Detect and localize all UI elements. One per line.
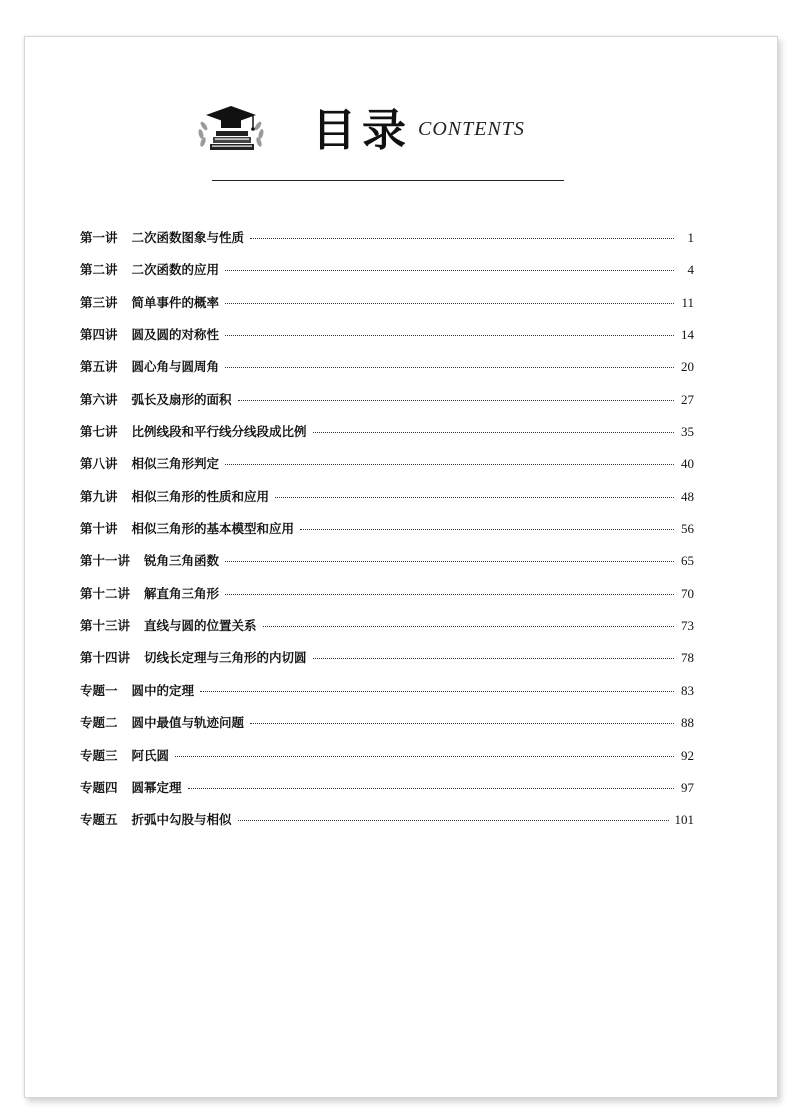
toc-entry[interactable] xyxy=(80,293,694,325)
toc-entry-label: 第十讲 xyxy=(80,521,118,537)
toc-entry-title: 锐角三角函数 xyxy=(144,553,220,569)
toc-entry-page-number: 56 xyxy=(681,521,694,537)
toc-entry[interactable] xyxy=(80,390,694,422)
toc-dot-leader xyxy=(188,788,674,789)
toc-entry-label: 专题二 xyxy=(80,715,118,731)
toc-entry[interactable] xyxy=(80,616,694,648)
toc-entry-label: 第五讲 xyxy=(80,359,118,375)
toc-entry[interactable] xyxy=(80,713,694,745)
toc-entry[interactable] xyxy=(80,422,694,454)
toc-entry[interactable] xyxy=(80,648,694,680)
toc-entry-label: 第六讲 xyxy=(80,391,118,407)
toc-entry-page-number: 101 xyxy=(674,812,694,828)
toc-entry-label: 专题三 xyxy=(80,747,118,763)
page-title: 目录 xyxy=(312,105,412,156)
toc-dot-leader xyxy=(225,367,674,368)
table-of-contents xyxy=(80,228,694,843)
toc-dot-leader xyxy=(300,529,674,530)
toc-entry[interactable] xyxy=(80,778,694,810)
toc-entry-page-number: 11 xyxy=(681,294,694,310)
toc-dot-leader xyxy=(225,270,674,271)
toc-entry-page-number: 20 xyxy=(681,359,694,375)
toc-dot-leader xyxy=(225,303,674,304)
toc-entry-page-number: 83 xyxy=(681,682,694,698)
toc-dot-leader xyxy=(225,561,674,562)
toc-dot-leader xyxy=(175,756,674,757)
toc-dot-leader xyxy=(313,432,674,433)
toc-entry[interactable] xyxy=(80,228,694,260)
toc-entry-page-number: 97 xyxy=(681,779,694,795)
toc-entry-label: 第四讲 xyxy=(80,327,118,343)
toc-entry[interactable] xyxy=(80,810,694,842)
graduation-cap-books-icon xyxy=(196,104,266,154)
toc-entry-label: 第八讲 xyxy=(80,456,118,472)
toc-entry-title: 阿氏圆 xyxy=(131,747,170,763)
page-subtitle: CONTENTS xyxy=(418,118,525,140)
toc-header xyxy=(188,84,564,184)
toc-entry-title: 相似三角形的性质和应用 xyxy=(131,488,270,504)
toc-dot-leader xyxy=(225,464,674,465)
toc-entry-label: 第九讲 xyxy=(80,488,118,504)
toc-dot-leader xyxy=(225,594,674,595)
toc-entry-page-number: 35 xyxy=(681,424,694,440)
toc-entry-title: 简单事件的概率 xyxy=(131,294,220,310)
toc-entry-title: 二次函数图象与性质 xyxy=(131,230,245,245)
toc-entry-page-number: 40 xyxy=(681,456,694,472)
toc-entry-title: 圆中最值与轨迹问题 xyxy=(131,715,245,731)
toc-dot-leader xyxy=(225,335,674,336)
toc-entry-page-number: 48 xyxy=(681,488,694,504)
toc-entry-label: 第一讲 xyxy=(80,230,118,245)
toc-entry[interactable] xyxy=(80,357,694,389)
toc-entry[interactable] xyxy=(80,454,694,486)
toc-entry-page-number: 1 xyxy=(687,230,694,245)
toc-dot-leader xyxy=(313,658,674,659)
toc-entry[interactable] xyxy=(80,551,694,583)
toc-entry-page-number: 78 xyxy=(681,650,694,666)
toc-dot-leader xyxy=(200,691,674,692)
toc-entry-title: 弧长及扇形的面积 xyxy=(131,391,232,407)
toc-entry-label: 专题一 xyxy=(80,682,118,698)
toc-dot-leader xyxy=(238,820,669,821)
header-divider xyxy=(212,180,564,181)
toc-entry-page-number: 27 xyxy=(681,391,694,407)
toc-dot-leader xyxy=(250,723,674,724)
toc-entry[interactable] xyxy=(80,325,694,357)
toc-entry[interactable] xyxy=(80,746,694,778)
toc-entry-label: 第十二讲 xyxy=(80,585,131,601)
toc-entry-label: 第二讲 xyxy=(80,262,118,278)
toc-entry-page-number: 88 xyxy=(681,715,694,731)
toc-entry-title: 圆幂定理 xyxy=(131,779,182,795)
toc-entry-label: 第三讲 xyxy=(80,294,118,310)
toc-entry-label: 第十三讲 xyxy=(80,618,131,634)
toc-entry[interactable] xyxy=(80,519,694,551)
toc-entry-page-number: 73 xyxy=(681,618,694,634)
toc-dot-leader xyxy=(275,497,674,498)
toc-entry-label: 第七讲 xyxy=(80,424,118,440)
toc-entry-title: 圆及圆的对称性 xyxy=(131,327,220,343)
toc-entry-page-number: 92 xyxy=(681,747,694,763)
toc-entry[interactable] xyxy=(80,260,694,292)
toc-entry-label: 专题四 xyxy=(80,779,118,795)
toc-entry-page-number: 70 xyxy=(681,585,694,601)
toc-entry-label: 第十四讲 xyxy=(80,650,131,666)
toc-dot-leader xyxy=(263,626,674,627)
toc-entry-label: 第十一讲 xyxy=(80,553,131,569)
toc-entry-title: 比例线段和平行线分线段成比例 xyxy=(131,424,307,440)
toc-entry-title: 圆心角与圆周角 xyxy=(131,359,220,375)
toc-entry-title: 直线与圆的位置关系 xyxy=(144,618,257,634)
toc-entry[interactable] xyxy=(80,681,694,713)
toc-entry-title: 圆中的定理 xyxy=(131,682,195,698)
toc-entry[interactable] xyxy=(80,584,694,616)
toc-entry-page-number: 65 xyxy=(681,553,694,569)
toc-entry-page-number: 4 xyxy=(687,262,694,278)
toc-entry-page-number: 14 xyxy=(681,327,694,343)
toc-entry-title: 切线长定理与三角形的内切圆 xyxy=(144,650,307,666)
toc-entry-title: 相似三角形的基本模型和应用 xyxy=(131,521,295,537)
toc-entry-title: 二次函数的应用 xyxy=(131,262,220,278)
toc-dot-leader xyxy=(250,238,674,239)
toc-entry-title: 折弧中勾股与相似 xyxy=(131,812,232,828)
toc-entry[interactable] xyxy=(80,487,694,519)
toc-entry-title: 解直角三角形 xyxy=(144,585,220,601)
toc-entry-title: 相似三角形判定 xyxy=(131,456,220,472)
toc-dot-leader xyxy=(238,400,674,401)
toc-entry-label: 专题五 xyxy=(80,812,118,828)
